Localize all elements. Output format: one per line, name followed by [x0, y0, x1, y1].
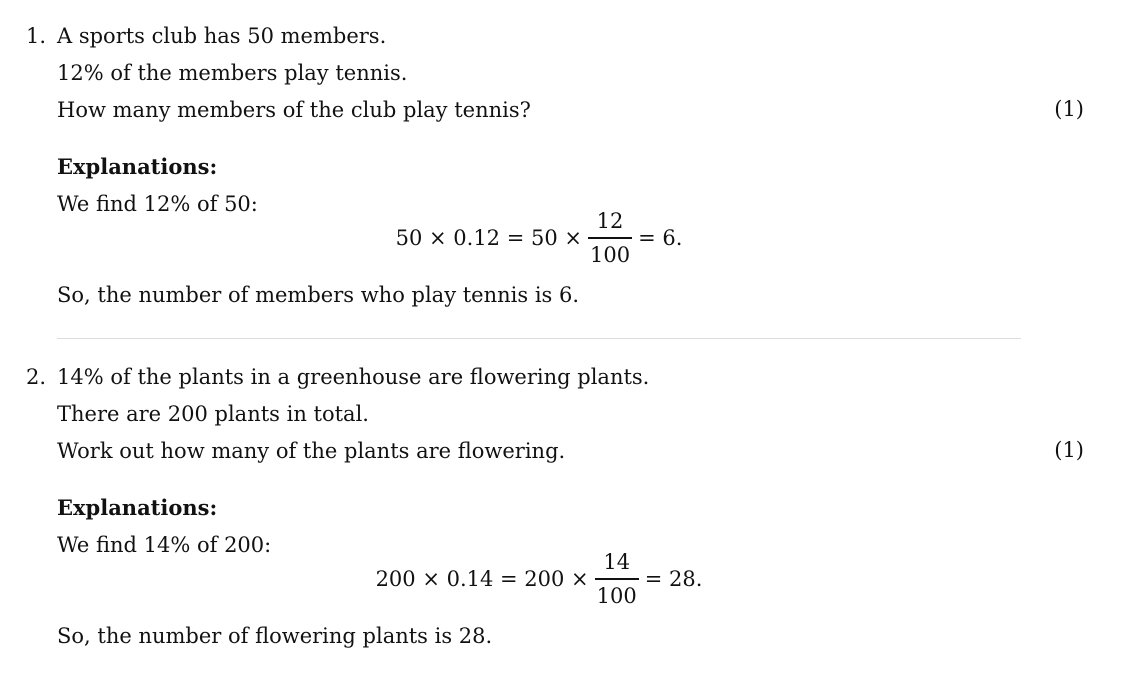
marks-label: (1)	[1054, 438, 1084, 462]
fraction-denominator: 100	[589, 242, 631, 267]
question-prompt-line: 12% of the members play tennis.	[57, 61, 408, 85]
question-number: 1.	[26, 24, 47, 48]
explanation-conclusion: So, the number of flowering plants is 28.	[57, 624, 493, 648]
equation-right: = 28.	[644, 567, 703, 591]
fraction-numerator: 12	[596, 209, 624, 234]
question-prompt-line: There are 200 plants in total.	[57, 402, 369, 426]
explanations-heading: Explanations:	[57, 495, 218, 520]
fraction	[588, 208, 632, 267]
fraction-denominator: 100	[596, 583, 637, 608]
question-prompt-line: How many members of the club play tennis?	[57, 98, 531, 122]
equation	[0, 208, 1078, 268]
fraction-numerator: 14	[603, 550, 631, 575]
explanation-intro: We find 12% of 50:	[57, 192, 258, 216]
explanations-heading: Explanations:	[57, 154, 218, 179]
question-prompt-line: A sports club has 50 members.	[57, 24, 387, 48]
question-divider	[57, 338, 1021, 339]
equation-left: 50 × 0.12 = 50 ×	[395, 226, 582, 250]
marks-label: (1)	[1054, 97, 1084, 121]
question-prompt-line: 14% of the plants in a greenhouse are flowering plants.	[57, 365, 650, 389]
equation-left: 200 × 0.14 = 200 ×	[375, 567, 589, 591]
equation	[0, 549, 1078, 609]
fraction	[595, 549, 639, 608]
fraction-bar	[588, 237, 632, 238]
explanation-intro: We find 14% of 200:	[57, 533, 272, 557]
explanation-conclusion: So, the number of members who play tennis is 6.	[57, 283, 580, 307]
fraction-bar	[595, 578, 639, 579]
question-prompt-line: Work out how many of the plants are flowering.	[57, 439, 566, 463]
question-number: 2.	[26, 365, 47, 389]
equation-right: = 6.	[638, 226, 683, 250]
